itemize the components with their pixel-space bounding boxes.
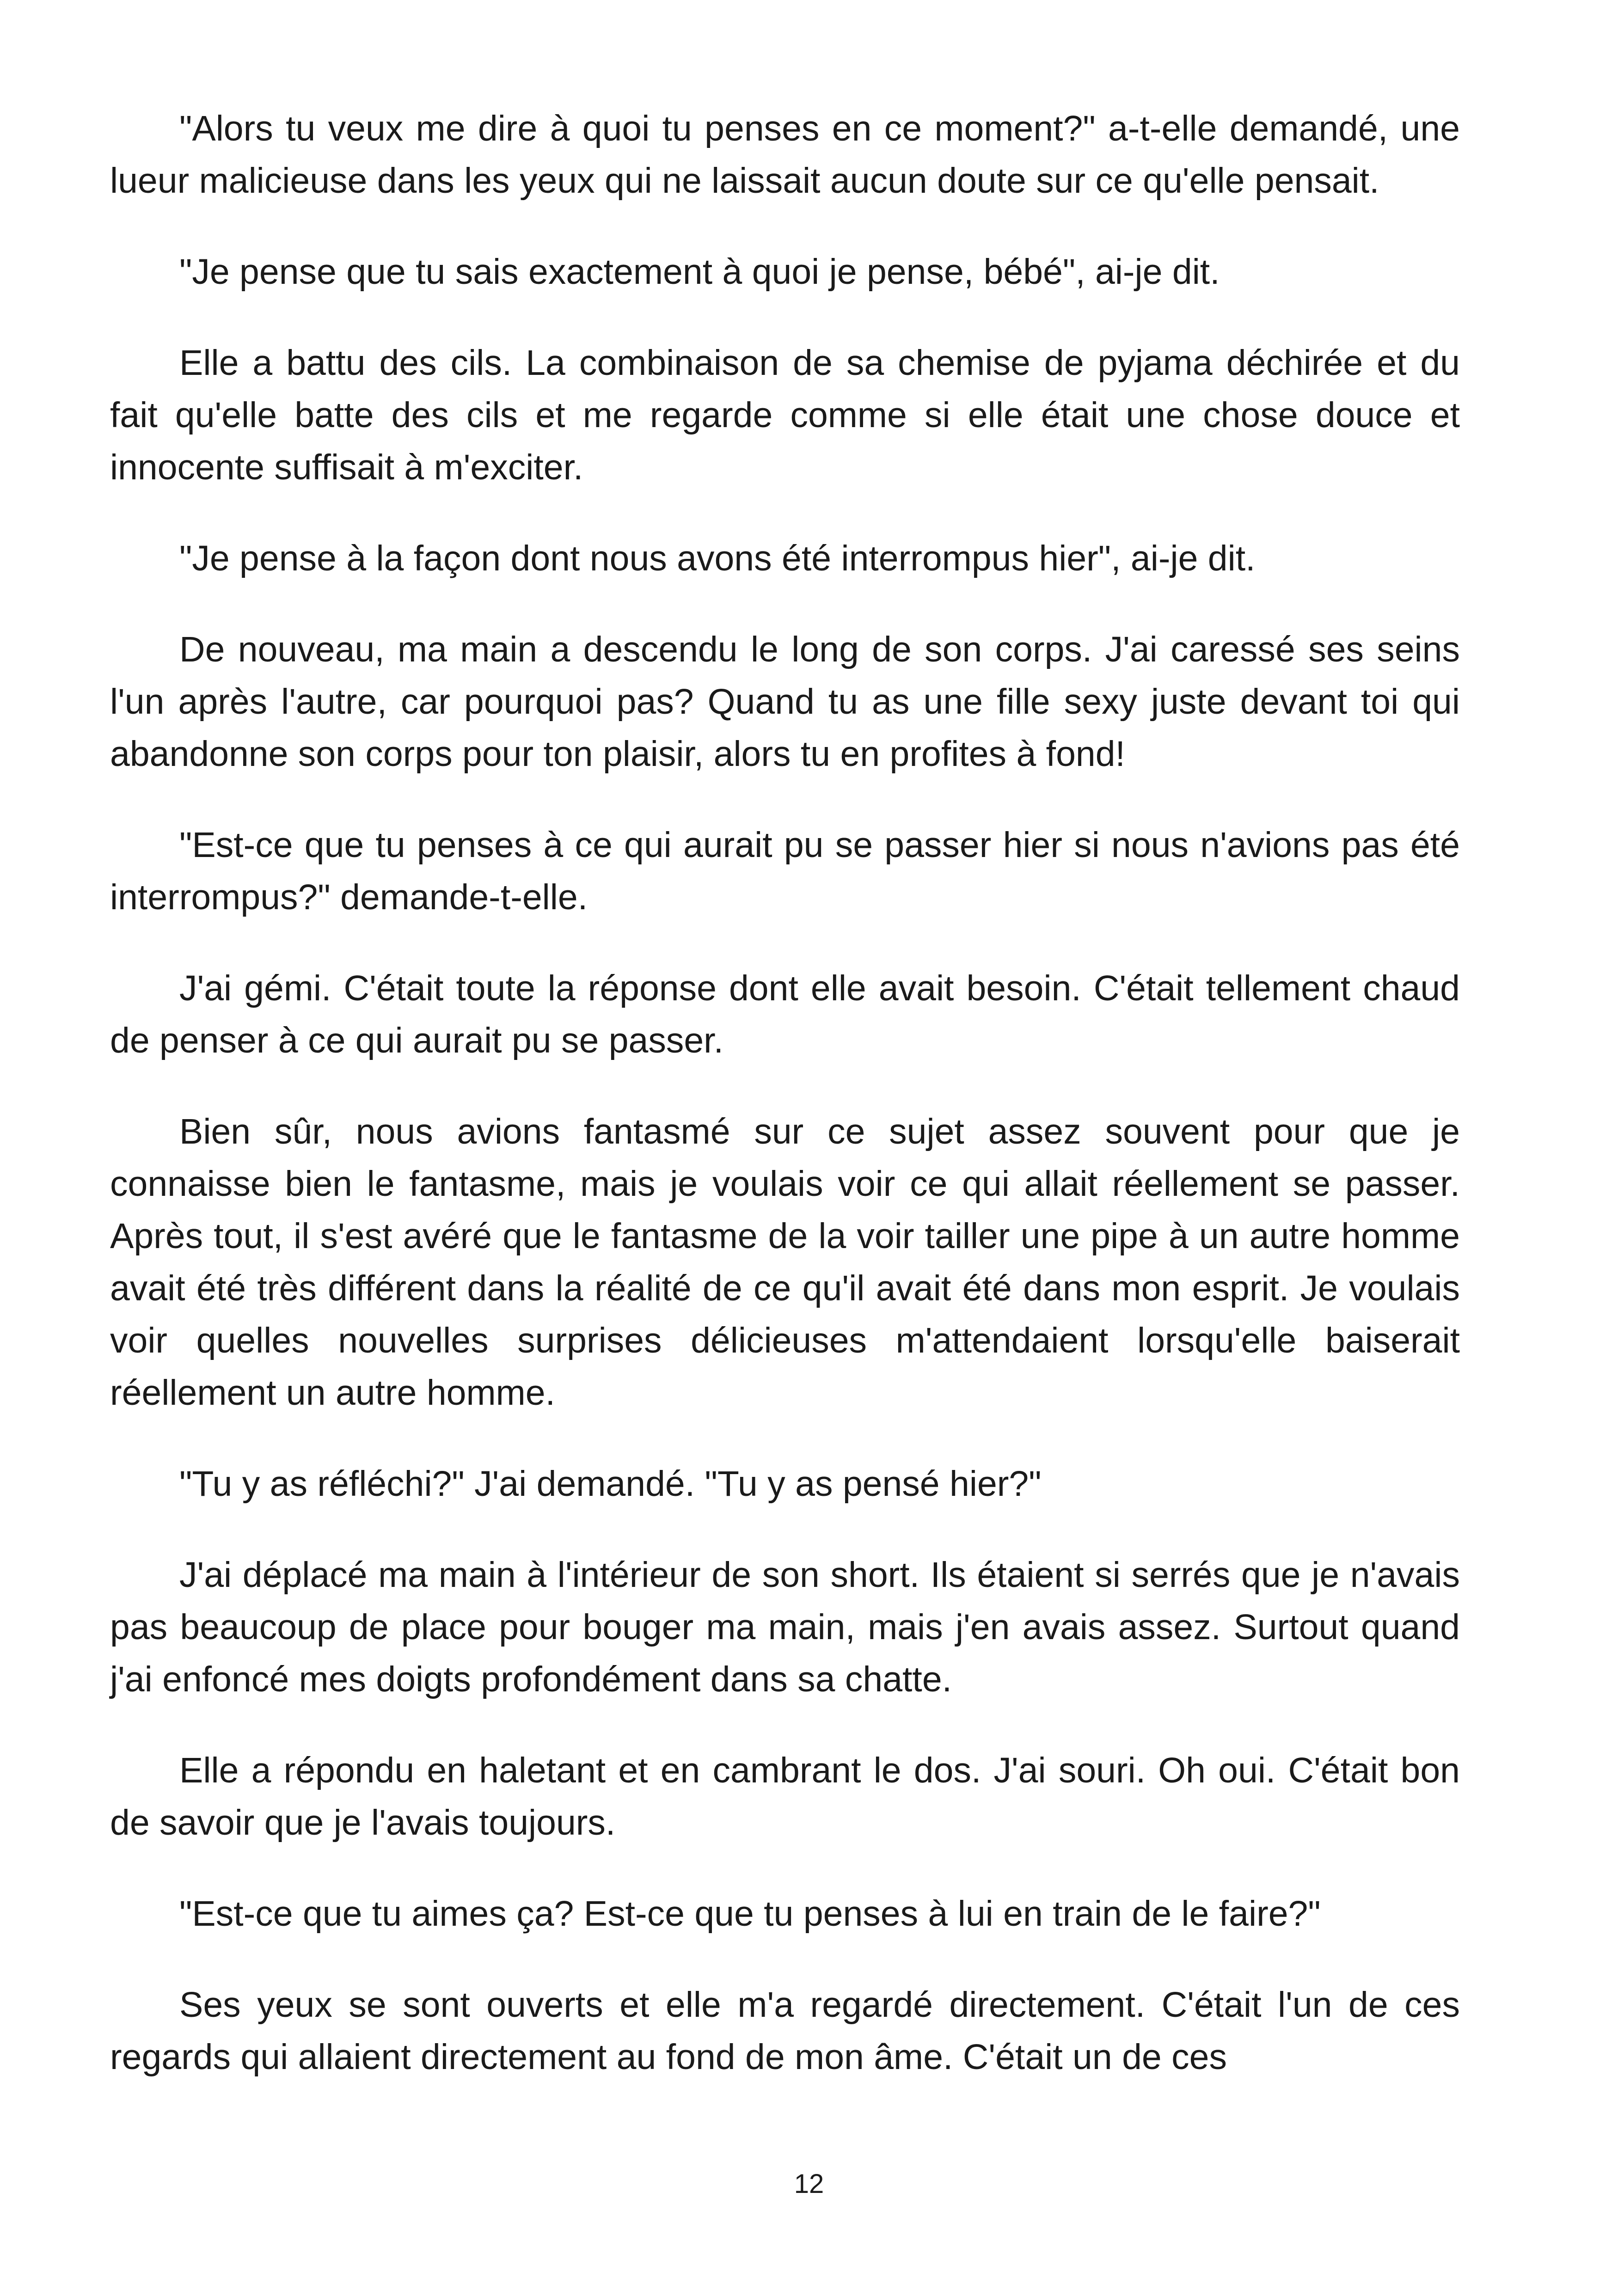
paragraph-12: "Est-ce que tu aimes ça? Est-ce que tu penses à lui en train de le faire?" [179, 1894, 1321, 1934]
paragraph-9: "Tu y as réfléchi?" J'ai demandé. "Tu y as pensé hier?" [179, 1464, 1042, 1504]
paragraph-6: "Est-ce que tu penses à ce qui aurait pu se passer hier si nous n'avions pas été interrompus?" demande-t-elle. [110, 825, 1460, 917]
paragraph-4: "Je pense à la façon dont nous avons été interrompus hier", ai-je dit. [179, 539, 1256, 578]
paragraph-11: Elle a répondu en haletant et en cambrant le dos. J'ai souri. Oh oui. C'était bon de savoir que je l'avais toujours. [110, 1751, 1460, 1843]
page-number: 12 [794, 2169, 824, 2199]
body-text [110, 103, 1460, 2083]
paragraph-7: J'ai gémi. C'était toute la réponse dont elle avait besoin. C'était tellement chaud de penser à ce qui aurait pu se passer. [110, 968, 1460, 1060]
paragraph-8: Bien sûr, nous avions fantasmé sur ce sujet assez souvent pour que je connaisse bien le fantasme, mais je voulais voir ce qui allait réellement se passer. Après tout, il s'est avéré que le fantasme de la voir tailler une pipe à un autre homme avait été très différent dans la réalité de ce qu'il avait été dans mon esprit. Je voulais voir quelles nouvelles surprises délicieuses m'attendaient lorsqu'elle baiserait réellement un autre homme. [110, 1112, 1460, 1413]
paragraph-10: J'ai déplacé ma main à l'intérieur de son short. Ils étaient si serrés que je n'avais pas beaucoup de place pour bouger ma main, mais j'en avais assez. Surtout quand j'ai enfoncé mes doigts profondément dans sa chatte. [110, 1555, 1460, 1699]
paragraph-13: Ses yeux se sont ouverts et elle m'a regardé directement. C'était l'un de ces regards qui allaient directement au fond de mon âme. C'était un de ces [110, 1985, 1460, 2077]
paragraph-5: De nouveau, ma main a descendu le long de son corps. J'ai caressé ses seins l'un après l'autre, car pourquoi pas? Quand tu as une fille sexy juste devant toi qui abandonne son corps pour ton plaisir, alors tu en profites à fond! [110, 630, 1460, 774]
paragraph-2: "Je pense que tu sais exactement à quoi je pense, bébé", ai-je dit. [179, 252, 1220, 292]
paragraph-3: Elle a battu des cils. La combinaison de sa chemise de pyjama déchirée et du fait qu'elle batte des cils et me regarde comme si elle était une chose douce et innocente suffisait à m'exciter. [110, 343, 1460, 487]
paragraph-1: "Alors tu veux me dire à quoi tu penses en ce moment?" a-t-elle demandé, une lueur malicieuse dans les yeux qui ne laissait aucun doute sur ce qu'elle pensait. [110, 109, 1460, 201]
